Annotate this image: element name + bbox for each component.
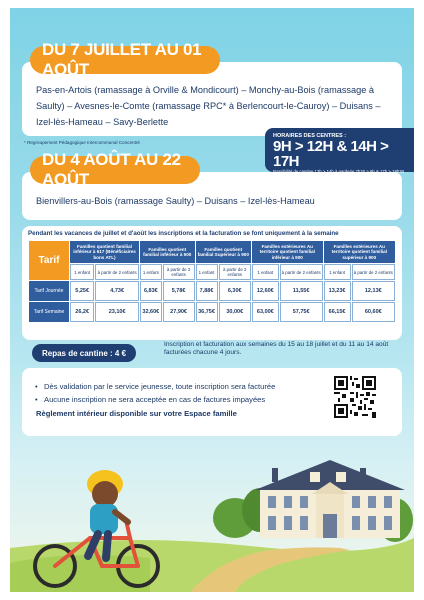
period2-title: DU 4 AOÛT AU 22 AOÛT	[30, 156, 200, 184]
tarif-header: Tarif	[29, 241, 69, 280]
price-cell: 11,55€	[280, 281, 323, 301]
period1-locations: Pas-en-Artois (ramassage à Orville & Mondicourt) – Monchy-au-Bois (ramassage à Saulty) – Avesnes-le-Comte (ramassage RPC* à Berlencourt-le-Cauroy) – Duisans – Izel-lès-Hameau – Savy-Berlette	[36, 85, 381, 127]
sub-header: 1 enfant	[70, 264, 94, 280]
hours-line1: Possibilité de cantine 12h > 14h à garderie 7h30 > 9h & 17h > 18h30	[273, 169, 405, 174]
price-cell: 7,88€	[196, 281, 218, 301]
price-cell: 12,13€	[352, 281, 395, 301]
hours-box	[265, 128, 414, 180]
price-cell: 60,60€	[352, 302, 395, 322]
sub-header: 1 enfant	[252, 264, 279, 280]
price-cell: 13,23€	[324, 281, 351, 301]
price-cell: 5,78€	[163, 281, 195, 301]
sub-header: à partir de 2 enfants	[219, 264, 251, 280]
sub-header: à partir de 2 enfants	[95, 264, 139, 280]
group-header: Familles quotient familial inférieur à 617 (Bénéficiaires bons ATL)	[70, 241, 139, 263]
price-cell: 66,15€	[324, 302, 351, 322]
price-cell: 57,75€	[280, 302, 323, 322]
pricing-table	[28, 240, 396, 323]
qr-code-icon[interactable]	[334, 376, 376, 418]
sub-header: à partir de 2 enfants	[163, 264, 195, 280]
price-cell: 26,2€	[70, 302, 94, 322]
sub-header: 1 enfant	[324, 264, 351, 280]
group-header: Familles extérieures Au territoire quotient familial inférieur à 900	[252, 241, 323, 263]
period2-locations: Bienvillers-au-Bois (ramassage Saulty) – Duisans – Izel-lès-Hameau	[36, 196, 315, 206]
price-cell: 6,30€	[219, 281, 251, 301]
pricing-card	[22, 226, 402, 340]
footnote: * Regroupement Pédagogique Intercommunal Concentré	[24, 140, 140, 145]
info-bullet: • Dès validation par le service jeunesse, toute inscription sera facturée	[44, 380, 388, 393]
row-label: Tarif Semaine	[29, 302, 69, 322]
sub-header: 1 enfant	[140, 264, 162, 280]
cantine-note: Inscription et facturation aux semaines du 15 au 18 juillet et du 11 au 14 août facturées chacune 4 jours.	[164, 341, 389, 356]
reglement-text: Règlement intérieur disponible sur votre Espace famille	[36, 409, 237, 418]
sub-header: à partir de 2 enfants	[280, 264, 323, 280]
info-bullet: • Aucune inscription ne sera acceptée en cas de factures impayées	[44, 393, 388, 406]
pricing-note: Pendant les vacances de juillet et d'août les inscriptions et la facturation se font uniquement à la semaine	[28, 230, 339, 237]
flyer-page	[10, 8, 414, 592]
price-cell: 36,75€	[196, 302, 218, 322]
price-cell: 30,00€	[219, 302, 251, 322]
price-cell: 12,60€	[252, 281, 279, 301]
table-row	[29, 302, 395, 322]
cantine-badge: Repas de cantine : 4 €	[32, 344, 136, 362]
group-header: Familles quotient familial inférieur à 900	[140, 241, 195, 263]
group-header: Familles quotient familial Supérieur à 900	[196, 241, 251, 263]
price-cell: 5,25€	[70, 281, 94, 301]
price-cell: 23,10€	[95, 302, 139, 322]
price-cell: 6,83€	[140, 281, 162, 301]
row-label: Tarif Journée	[29, 281, 69, 301]
group-header: Familles extérieures Au territoire quotient familial supérieur à 900	[324, 241, 395, 263]
price-cell: 27,90€	[163, 302, 195, 322]
hours-main: 9H > 12H & 14H > 17H	[273, 138, 389, 170]
table-row	[29, 281, 395, 301]
hours-line2: Accueil sur les lieux de ramassage : 7h30 > 8h30 & 17h > 18h30	[273, 175, 397, 180]
hours-label: HORAIRES DES CENTRES :	[273, 133, 347, 139]
sub-header: 1 enfant	[196, 264, 218, 280]
child-bike-chateau-illustration	[10, 438, 414, 592]
price-cell: 32,60€	[140, 302, 162, 322]
period1-title: DU 7 JUILLET AU 01 AOÛT	[30, 46, 220, 74]
price-cell: 63,00€	[252, 302, 279, 322]
sub-header: à partir de 2 enfants	[352, 264, 395, 280]
price-cell: 4,73€	[95, 281, 139, 301]
